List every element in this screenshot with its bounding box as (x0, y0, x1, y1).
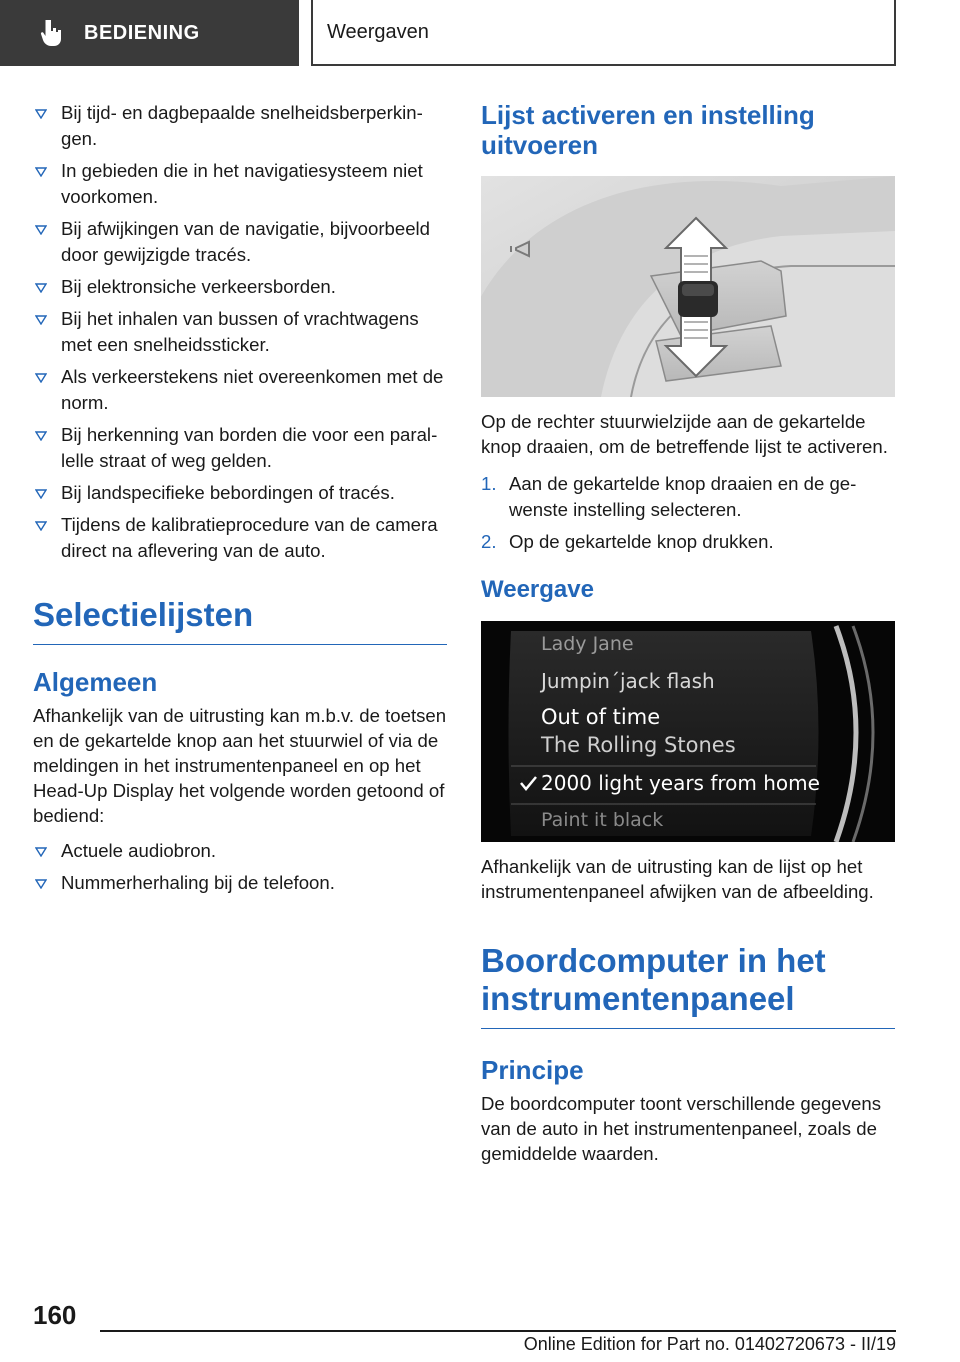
list-item-text: Bij elektronsiche verkeersborden. (61, 276, 336, 297)
triangle-bullet-icon (35, 167, 47, 177)
knurled-wheel-icon (678, 281, 718, 317)
section-label: BEDIENING (84, 21, 200, 44)
section-title-selectielijsten: Selectielijsten (33, 596, 447, 645)
steering-wheel-illustration (481, 176, 895, 397)
step-number: 2. (481, 531, 497, 552)
chapter-label: Weergaven (327, 20, 429, 43)
list-item (33, 306, 447, 358)
display-list-item: 2000 light years from home (541, 771, 820, 795)
list-item-text: Als verkeerstekens niet overeenkomen met de norm. (61, 366, 444, 413)
right-column (481, 100, 895, 1166)
triangle-bullet-icon (35, 315, 47, 325)
list-item (33, 216, 447, 268)
section-tab (0, 0, 299, 66)
list-item-text: Bij landspecifieke bebordingen of tracés. (61, 482, 395, 503)
list-item (33, 480, 447, 506)
triangle-bullet-icon (35, 373, 47, 383)
list-item (33, 838, 447, 864)
list-item-text: Bij tijd- en dagbepaalde snelheidsberperkingen. (61, 102, 423, 149)
list-item (33, 512, 447, 564)
list-item (33, 364, 447, 416)
triangle-bullet-icon (35, 521, 47, 531)
general-paragraph: Afhankelijk van de uitrusting kan m.b.v. de toetsen en de gekartelde knop aan het stuurwiel of via de meldingen in het instrumentenpaneel en op het Head-Up Display het volgende worden getoond of bediend: (33, 705, 447, 826)
triangle-bullet-icon (35, 431, 47, 441)
section-title-boordcomputer: Boordcomputer in het instrumentenpaneel (481, 942, 895, 1029)
display-caption: Afhankelijk van de uitrusting kan de lijst op het instrumentenpaneel afwijken van de afbeelding. (481, 856, 874, 902)
display-list-item: Paint it black (541, 809, 664, 831)
step-text: Aan de gekartelde knop draaien en de gewenste instelling selecteren. (509, 473, 857, 520)
triangle-bullet-icon (35, 225, 47, 235)
triangle-bullet-icon (35, 879, 47, 889)
display-list-item: The Rolling Stones (541, 733, 736, 757)
step-item (481, 529, 895, 555)
step-text: Op de gekartelde knop drukken. (509, 531, 774, 552)
principle-paragraph: De boordcomputer toont verschillende gegevens van de auto in het instrumentenpaneel, zoals de gemiddelde waarden. (481, 1093, 882, 1164)
list-item-text: Tijdens de kalibratieprocedure van de camera direct na aflevering van de auto. (61, 514, 438, 561)
heading-principe: Principe (481, 1055, 584, 1085)
list-item-text: Nummerherhaling bij de telefoon. (61, 872, 335, 893)
triangle-bullet-icon (35, 109, 47, 119)
list-item-text: Actuele audiobron. (61, 840, 217, 861)
display-list-item: Lady Jane (541, 633, 634, 655)
list-item-text: Bij afwijkingen van de navigatie, bijvoorbeeld door gewijzigde tracés. (61, 218, 431, 265)
list-item-text: Bij herkenning van borden die voor een parallelle straat of weg gelden. (61, 424, 438, 471)
exceptions-list (33, 100, 447, 564)
triangle-bullet-icon (35, 847, 47, 857)
edition-text: Online Edition for Part no. 01402720673 - II/19 (523, 1334, 896, 1354)
steering-wheel-figure (481, 176, 895, 397)
step-number: 1. (481, 473, 497, 494)
display-list-item: Out of time (541, 705, 661, 729)
chapter-box (311, 0, 896, 66)
triangle-bullet-icon (35, 489, 47, 499)
list-item-text: Bij het inhalen van bussen of vrachtwagens met een snelheidssticker. (61, 308, 419, 355)
display-figure (481, 621, 895, 842)
heading-lijst-activeren: Lijst activeren en instelling uitvoeren (481, 100, 815, 160)
options-list (33, 838, 447, 896)
list-item-text: In gebieden die in het navigatiesysteem niet voorkomen. (61, 160, 423, 207)
heading-weergave: Weergave (481, 576, 594, 603)
display-list-item: Jumpin´jack flash (541, 669, 715, 693)
list-item (33, 100, 447, 152)
triangle-bullet-icon (35, 283, 47, 293)
footer-rule (100, 1330, 896, 1332)
list-item (33, 870, 447, 896)
steps-list (481, 471, 895, 555)
hand-pointer-icon (40, 19, 64, 47)
page-number: 160 (33, 1300, 77, 1330)
heading-algemeen: Algemeen (33, 667, 158, 697)
list-item (33, 158, 447, 210)
step-item (481, 471, 895, 523)
left-column (33, 100, 447, 902)
list-item (33, 422, 447, 474)
list-item (33, 274, 447, 300)
activate-paragraph: Op de rechter stuurwielzijde aan de gekartelde knop draaien, om de betreffende lijst te activeren. (481, 411, 888, 457)
